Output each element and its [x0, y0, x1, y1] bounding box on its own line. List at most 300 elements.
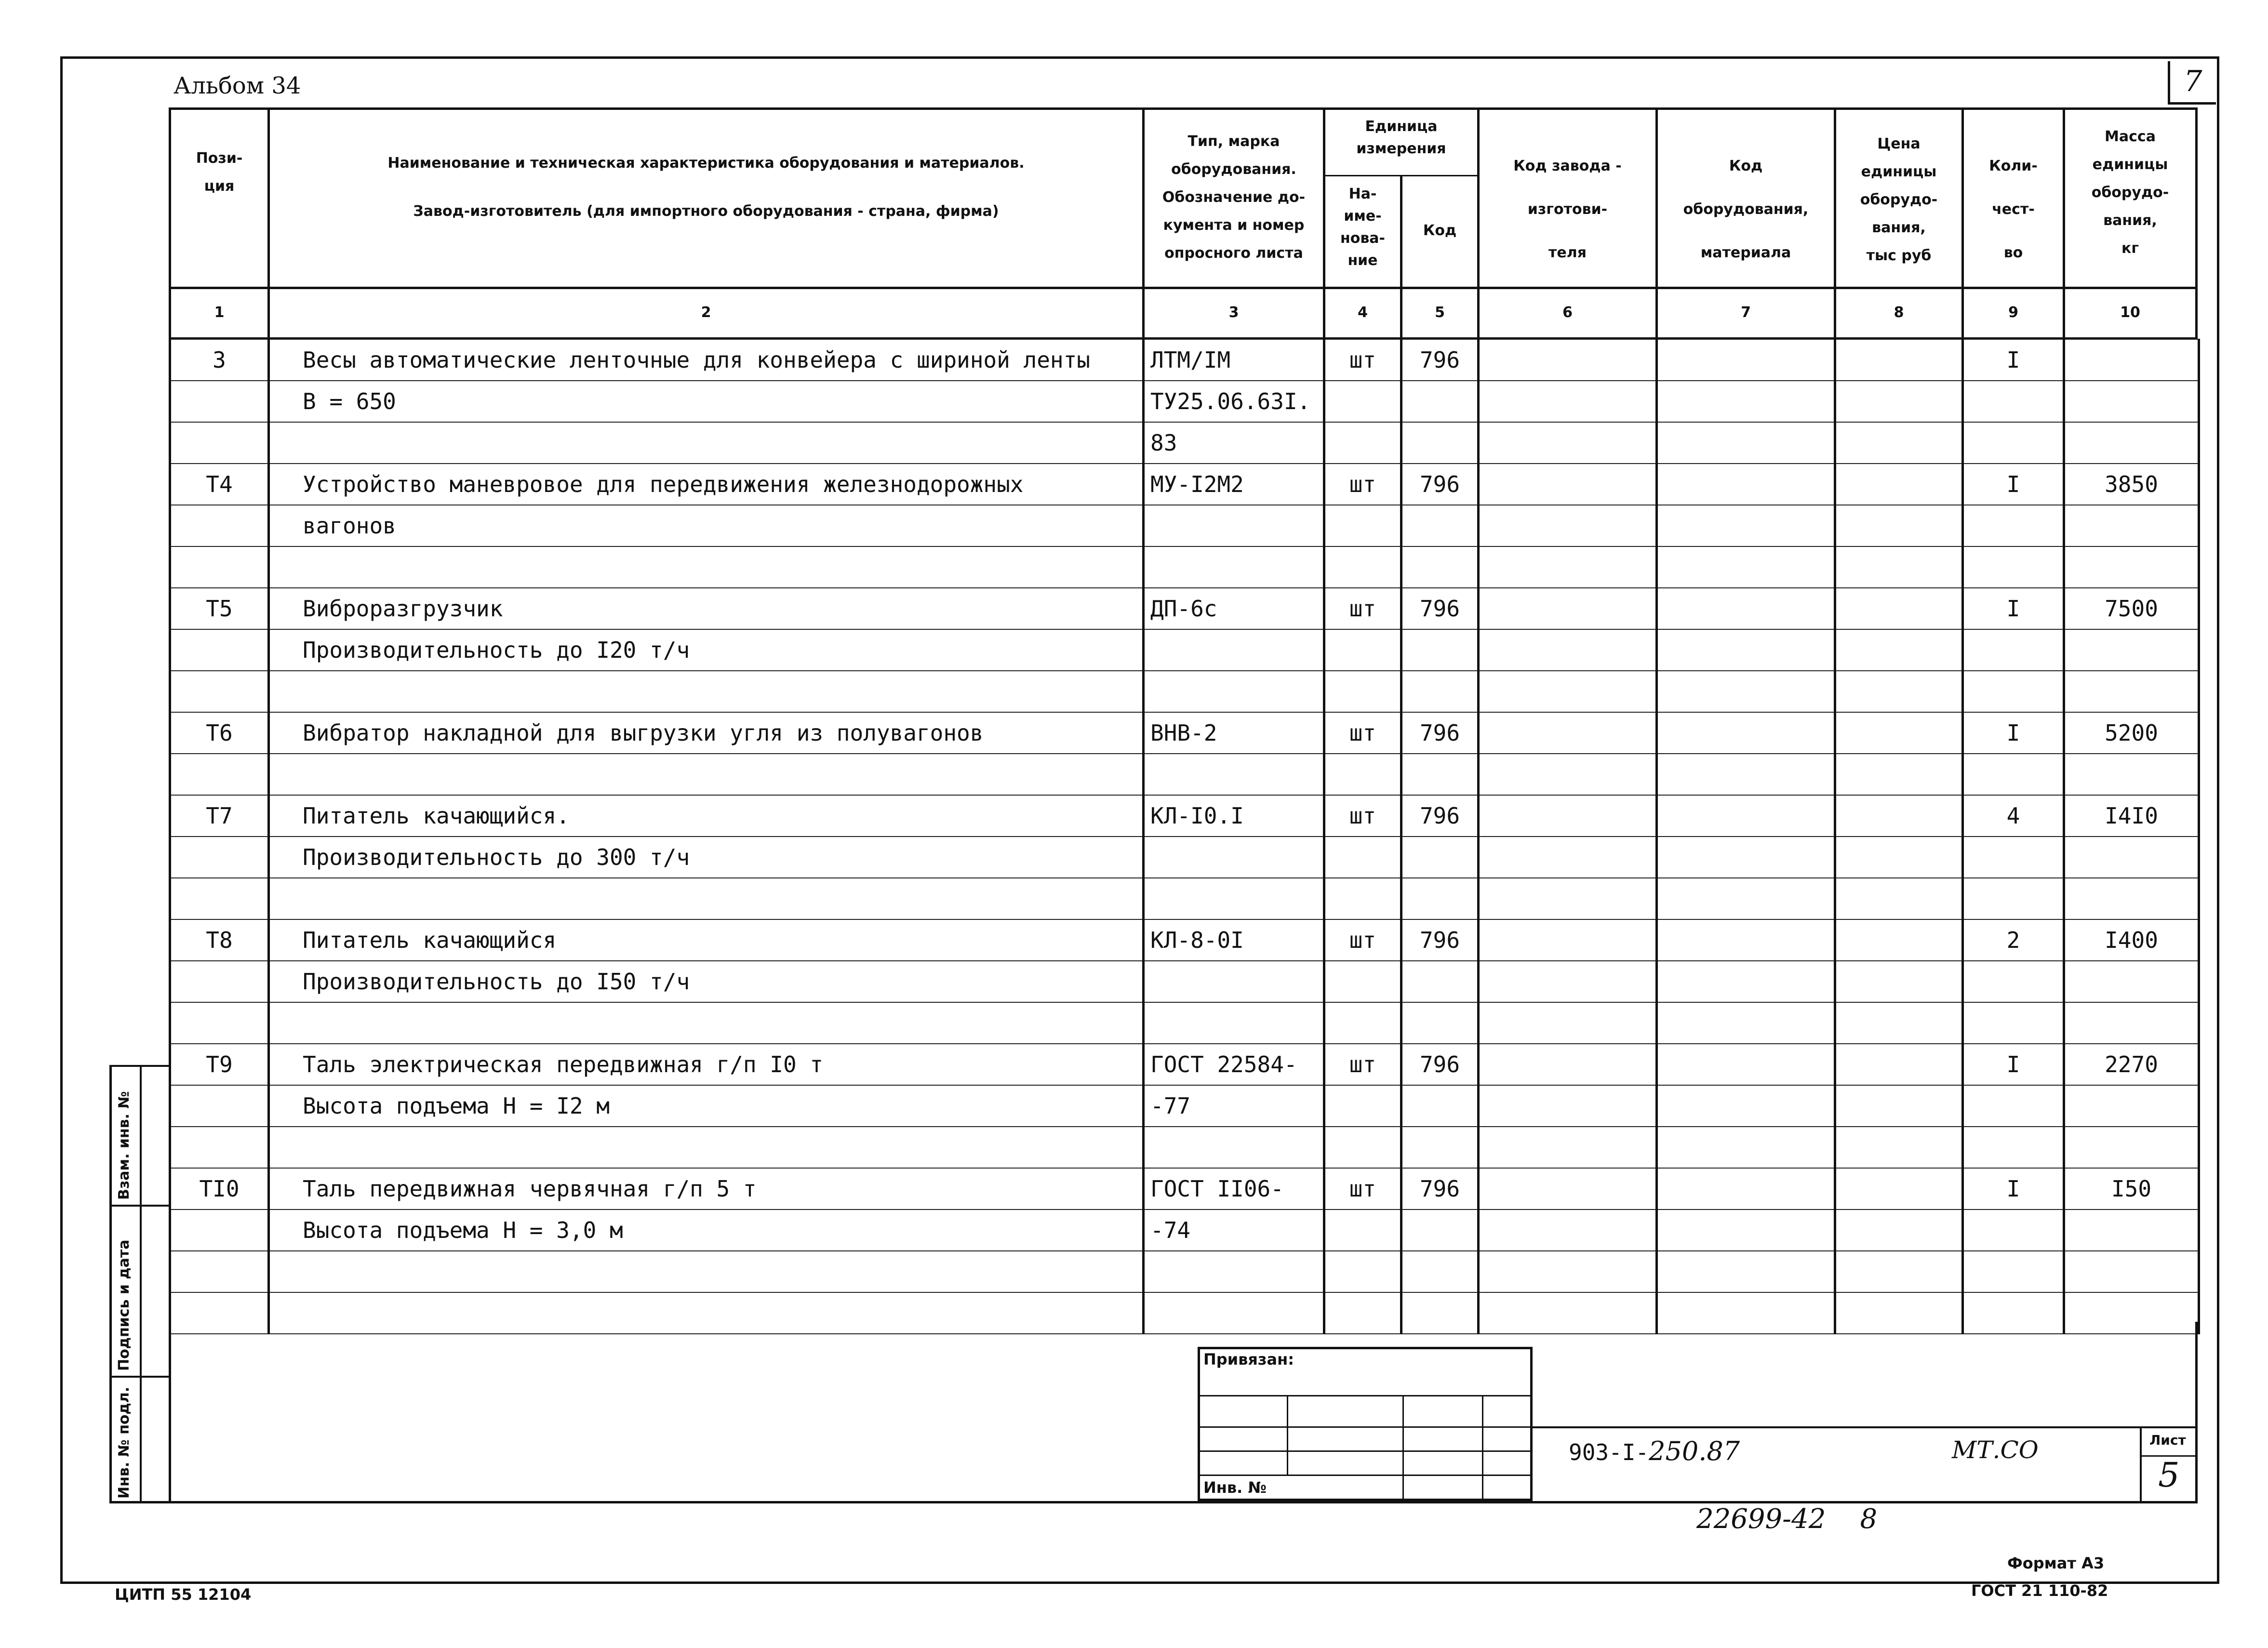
- cell-type: [1144, 671, 1324, 712]
- cell-empty: [1479, 381, 1657, 422]
- colnum-7: 7: [1741, 304, 1751, 321]
- cell-empty: [1657, 1292, 1835, 1334]
- cell-empty: [1479, 505, 1657, 546]
- cell-empty: [1657, 1127, 1835, 1168]
- table-row: [170, 671, 2199, 712]
- cell-type: ГОСТ II06-: [1144, 1168, 1324, 1209]
- side-label-inv-original: Инв. № подл.: [116, 1386, 133, 1499]
- cell-code: 796: [1401, 339, 1479, 381]
- cell-code: [1401, 1292, 1479, 1334]
- cell-name: [269, 878, 1144, 919]
- handwritten-number: 22699-42 8: [1696, 1503, 1878, 1535]
- cell-mass: I400: [2064, 919, 2199, 961]
- cell-empty: [1835, 1292, 1963, 1334]
- colnum-1: 1: [214, 304, 225, 321]
- cell-mass: [2064, 629, 2199, 671]
- header-quantity: Коли- чест- во: [1989, 158, 2038, 261]
- cell-empty: [1657, 588, 1835, 629]
- doc-suffix: МТ.СО: [1952, 1436, 2039, 1464]
- cell-empty: [1835, 754, 1963, 795]
- cell-empty: [1479, 1127, 1657, 1168]
- cell-empty: [1835, 795, 1963, 837]
- cell-qty: [1963, 381, 2064, 422]
- left-strip-border: [169, 1322, 171, 1503]
- cell-empty: [1835, 1085, 1963, 1127]
- cell-mass: [2064, 1209, 2199, 1251]
- cell-mass: [2064, 1085, 2199, 1127]
- colnum-6: 6: [1562, 304, 1573, 321]
- cell-empty: [1479, 1002, 1657, 1044]
- table-row: [170, 712, 2199, 754]
- cell-empty: [1479, 422, 1657, 464]
- cell-pos: Т9: [170, 1044, 269, 1085]
- cell-name: [269, 422, 1144, 464]
- cell-pos: [170, 878, 269, 919]
- privyazan-label: Привязан:: [1203, 1350, 1294, 1369]
- cell-empty: [1835, 1002, 1963, 1044]
- page-number: 7: [2168, 61, 2216, 105]
- cell-name: Таль передвижная червячная г/п 5 т: [269, 1168, 1144, 1209]
- cell-code: [1401, 1085, 1479, 1127]
- cell-code: [1401, 961, 1479, 1002]
- cell-empty: [1479, 546, 1657, 588]
- cell-mass: [2064, 546, 2199, 588]
- table-row: [170, 878, 2199, 919]
- cell-mass: [2064, 1127, 2199, 1168]
- cell-empty: [1835, 712, 1963, 754]
- cell-pos: [170, 1209, 269, 1251]
- cell-qty: I: [1963, 588, 2064, 629]
- cell-name: Питатель качающийся.: [269, 795, 1144, 837]
- table-row: [170, 919, 2199, 961]
- cell-unit: шт: [1324, 1044, 1401, 1085]
- cell-empty: [1835, 837, 1963, 878]
- header-name-line2: Завод-изготовитель (для импортного оборудования - страна, фирма): [413, 203, 999, 220]
- cell-name: В = 650: [269, 381, 1144, 422]
- cell-code: 796: [1401, 795, 1479, 837]
- cell-type: [1144, 754, 1324, 795]
- cell-empty: [1657, 339, 1835, 381]
- cell-unit: [1324, 1251, 1401, 1292]
- table-row: [170, 1127, 2199, 1168]
- cell-empty: [1657, 878, 1835, 919]
- cell-empty: [1479, 1209, 1657, 1251]
- table-row: [170, 754, 2199, 795]
- cell-qty: [1963, 671, 2064, 712]
- cell-pos: [170, 961, 269, 1002]
- cell-qty: [1963, 1251, 2064, 1292]
- cell-empty: [1479, 464, 1657, 505]
- cell-name: Производительность до I20 т/ч: [269, 629, 1144, 671]
- table-row: [170, 381, 2199, 422]
- cell-unit: шт: [1324, 588, 1401, 629]
- cell-code: 796: [1401, 464, 1479, 505]
- cell-mass: 2270: [2064, 1044, 2199, 1085]
- cell-name: Питатель качающийся: [269, 919, 1144, 961]
- cell-type: [1144, 546, 1324, 588]
- cetp-label: ЦИТП 55 12104: [115, 1585, 252, 1604]
- cell-empty: [1479, 837, 1657, 878]
- cell-code: 796: [1401, 588, 1479, 629]
- cell-unit: шт: [1324, 795, 1401, 837]
- cell-type: ТУ25.06.63I.: [1144, 381, 1324, 422]
- cell-type: [1144, 1127, 1324, 1168]
- cell-mass: [2064, 754, 2199, 795]
- cell-empty: [1657, 1002, 1835, 1044]
- cell-name: Весы автоматические ленточные для конвейера с шириной ленты: [269, 339, 1144, 381]
- cell-code: [1401, 546, 1479, 588]
- cell-unit: шт: [1324, 712, 1401, 754]
- gost-label: ГОСТ 21 110-82: [1971, 1582, 2108, 1600]
- cell-unit: шт: [1324, 464, 1401, 505]
- cell-code: [1401, 505, 1479, 546]
- cell-unit: [1324, 546, 1401, 588]
- cell-qty: [1963, 505, 2064, 546]
- cell-name: Устройство маневровое для передвижения железнодорожных: [269, 464, 1144, 505]
- cell-empty: [1657, 754, 1835, 795]
- table-row: [170, 1002, 2199, 1044]
- cell-name: вагонов: [269, 505, 1144, 546]
- header-equipment-code: Код оборудования, материала: [1683, 158, 1809, 261]
- cell-qty: [1963, 1292, 2064, 1334]
- cell-empty: [1657, 919, 1835, 961]
- cell-mass: I4I0: [2064, 795, 2199, 837]
- cell-pos: [170, 1292, 269, 1334]
- cell-mass: [2064, 671, 2199, 712]
- cell-empty: [1657, 712, 1835, 754]
- cell-code: [1401, 837, 1479, 878]
- cell-pos: Т7: [170, 795, 269, 837]
- cell-unit: [1324, 1002, 1401, 1044]
- cell-empty: [1479, 339, 1657, 381]
- colnum-2: 2: [701, 304, 711, 321]
- cell-pos: ТI0: [170, 1168, 269, 1209]
- cell-mass: 5200: [2064, 712, 2199, 754]
- header-type: Тип, марка оборудования. Обозначение до- кумента и номер опросного листа: [1162, 133, 1306, 262]
- cell-name: Вибратор накладной для выгрузки угля из полувагонов: [269, 712, 1144, 754]
- cell-mass: [2064, 381, 2199, 422]
- cell-unit: [1324, 422, 1401, 464]
- cell-mass: [2064, 878, 2199, 919]
- cell-name: [269, 754, 1144, 795]
- cell-qty: [1963, 422, 2064, 464]
- cell-code: [1401, 878, 1479, 919]
- colnum-4: 4: [1358, 304, 1368, 321]
- cell-empty: [1657, 837, 1835, 878]
- header-unit-code: Код: [1423, 222, 1457, 239]
- table-row: [170, 629, 2199, 671]
- cell-unit: [1324, 671, 1401, 712]
- header-unit: Единица измерения: [1356, 118, 1446, 157]
- cell-empty: [1835, 671, 1963, 712]
- cell-qty: [1963, 878, 2064, 919]
- cell-pos: Т4: [170, 464, 269, 505]
- cell-type: МУ-I2М2: [1144, 464, 1324, 505]
- cell-type: -74: [1144, 1209, 1324, 1251]
- colnum-9: 9: [2008, 304, 2018, 321]
- cell-name: [269, 546, 1144, 588]
- cell-qty: [1963, 546, 2064, 588]
- doc-code-handwritten: 250.87: [1649, 1436, 1740, 1466]
- cell-empty: [1657, 1168, 1835, 1209]
- table-row: [170, 339, 2199, 381]
- cell-empty: [1835, 546, 1963, 588]
- list-label: Лист: [2149, 1432, 2186, 1448]
- cell-qty: [1963, 1085, 2064, 1127]
- cell-qty: [1963, 837, 2064, 878]
- cell-type: ГОСТ 22584-: [1144, 1044, 1324, 1085]
- cell-empty: [1835, 919, 1963, 961]
- list-value: 5: [2158, 1455, 2180, 1495]
- cell-empty: [1835, 1251, 1963, 1292]
- cell-code: [1401, 1127, 1479, 1168]
- album-label: Альбом 34: [173, 72, 301, 99]
- cell-empty: [1657, 381, 1835, 422]
- table-row: [170, 1168, 2199, 1209]
- cell-pos: [170, 1251, 269, 1292]
- colnum-5: 5: [1435, 304, 1445, 321]
- cell-empty: [1479, 712, 1657, 754]
- cell-empty: [1657, 1209, 1835, 1251]
- cell-pos: [170, 1002, 269, 1044]
- table-row: [170, 1292, 2199, 1334]
- cell-name: Высота подъема Н = 3,0 м: [269, 1209, 1144, 1251]
- header-price: Цена единицы оборудо- вания, тыс руб: [1860, 135, 1938, 264]
- cell-pos: 3: [170, 339, 269, 381]
- cell-empty: [1479, 1085, 1657, 1127]
- cell-pos: [170, 505, 269, 546]
- cell-unit: [1324, 629, 1401, 671]
- header-position: Пози- ция: [196, 150, 243, 195]
- cell-qty: I: [1963, 1044, 2064, 1085]
- cell-name: Высота подъема Н = I2 м: [269, 1085, 1144, 1127]
- cell-pos: [170, 671, 269, 712]
- main-bottom-border: [112, 1501, 2198, 1503]
- cell-empty: [1835, 422, 1963, 464]
- cell-empty: [1835, 1044, 1963, 1085]
- cell-empty: [1835, 629, 1963, 671]
- cell-empty: [1835, 588, 1963, 629]
- header-name-line1: Наименование и техническая характеристика оборудования и материалов.: [387, 155, 1025, 172]
- cell-mass: 3850: [2064, 464, 2199, 505]
- cell-empty: [1835, 878, 1963, 919]
- inv-no-label: Инв. №: [1203, 1478, 1267, 1497]
- cell-unit: шт: [1324, 919, 1401, 961]
- cell-type: [1144, 878, 1324, 919]
- table-row: [170, 1085, 2199, 1127]
- cell-unit: [1324, 878, 1401, 919]
- cell-name: Таль электрическая передвижная г/п I0 т: [269, 1044, 1144, 1085]
- doc-code-prefix: 903-I-: [1569, 1439, 1649, 1465]
- cell-name: [269, 1292, 1144, 1334]
- cell-name: Производительность до I50 т/ч: [269, 961, 1144, 1002]
- cell-qty: [1963, 1209, 2064, 1251]
- cell-type: КЛ-8-0I: [1144, 919, 1324, 961]
- cell-pos: [170, 422, 269, 464]
- cell-empty: [1479, 588, 1657, 629]
- cell-empty: [1479, 795, 1657, 837]
- table-row: [170, 1044, 2199, 1085]
- table-row: [170, 546, 2199, 588]
- cell-unit: [1324, 505, 1401, 546]
- cell-pos: [170, 754, 269, 795]
- cell-pos: Т5: [170, 588, 269, 629]
- cell-name: [269, 1251, 1144, 1292]
- cell-unit: шт: [1324, 339, 1401, 381]
- cell-pos: [170, 629, 269, 671]
- cell-qty: 2: [1963, 919, 2064, 961]
- cell-type: [1144, 961, 1324, 1002]
- cell-empty: [1657, 505, 1835, 546]
- cell-empty: [1657, 1085, 1835, 1127]
- colnum-3: 3: [1228, 304, 1239, 321]
- cell-type: КЛ-I0.I: [1144, 795, 1324, 837]
- cell-empty: [1657, 795, 1835, 837]
- cell-empty: [1479, 754, 1657, 795]
- cell-type: [1144, 629, 1324, 671]
- cell-type: [1144, 1292, 1324, 1334]
- cell-name: [269, 1127, 1144, 1168]
- cell-empty: [1657, 464, 1835, 505]
- cell-unit: шт: [1324, 1168, 1401, 1209]
- cell-empty: [1479, 671, 1657, 712]
- colnum-8: 8: [1894, 304, 1904, 321]
- cell-code: [1401, 629, 1479, 671]
- cell-pos: [170, 381, 269, 422]
- table-row: [170, 837, 2199, 878]
- cell-empty: [1835, 464, 1963, 505]
- table-row: [170, 464, 2199, 505]
- cell-empty: [1657, 546, 1835, 588]
- cell-mass: [2064, 1292, 2199, 1334]
- cell-qty: [1963, 629, 2064, 671]
- cell-mass: [2064, 1002, 2199, 1044]
- cell-empty: [1835, 961, 1963, 1002]
- cell-type: [1144, 837, 1324, 878]
- cell-type: ДП-6с: [1144, 588, 1324, 629]
- header-factory-code: Код завода - изготови- теля: [1513, 158, 1622, 261]
- cell-name: [269, 671, 1144, 712]
- cell-code: [1401, 1251, 1479, 1292]
- cell-qty: [1963, 1127, 2064, 1168]
- cell-code: 796: [1401, 1168, 1479, 1209]
- cell-pos: Т6: [170, 712, 269, 754]
- cell-pos: [170, 1085, 269, 1127]
- cell-code: [1401, 1002, 1479, 1044]
- cell-code: [1401, 381, 1479, 422]
- cell-mass: [2064, 837, 2199, 878]
- cell-name: Производительность до 300 т/ч: [269, 837, 1144, 878]
- table-row: [170, 588, 2199, 629]
- cell-name: [269, 1002, 1144, 1044]
- side-label-replace-inv: Взам. инв. №: [116, 1091, 133, 1200]
- cell-empty: [1657, 671, 1835, 712]
- table-row: [170, 422, 2199, 464]
- table-row: [170, 795, 2199, 837]
- format-label: Формат А3: [2007, 1554, 2105, 1572]
- cell-code: [1401, 754, 1479, 795]
- cell-qty: [1963, 961, 2064, 1002]
- cell-code: 796: [1401, 919, 1479, 961]
- cell-empty: [1835, 1209, 1963, 1251]
- cell-mass: [2064, 1251, 2199, 1292]
- cell-empty: [1479, 1292, 1657, 1334]
- cell-type: 83: [1144, 422, 1324, 464]
- cell-mass: I50: [2064, 1168, 2199, 1209]
- cell-qty: 4: [1963, 795, 2064, 837]
- table-row: [170, 1209, 2199, 1251]
- cell-pos: [170, 837, 269, 878]
- cell-code: [1401, 422, 1479, 464]
- cell-empty: [1657, 629, 1835, 671]
- cell-mass: [2064, 961, 2199, 1002]
- colnum-10: 10: [2120, 304, 2140, 321]
- cell-pos: [170, 1127, 269, 1168]
- table-row: [170, 505, 2199, 546]
- header-unit-name: На- име- нова- ние: [1340, 186, 1386, 269]
- cell-unit: [1324, 961, 1401, 1002]
- cell-mass: [2064, 505, 2199, 546]
- cell-pos: [170, 546, 269, 588]
- cell-type: -77: [1144, 1085, 1324, 1127]
- side-label-signature-date: Подпись и дата: [116, 1239, 133, 1371]
- cell-type: [1144, 1251, 1324, 1292]
- cell-empty: [1479, 878, 1657, 919]
- cell-unit: [1324, 837, 1401, 878]
- cell-mass: [2064, 339, 2199, 381]
- cell-type: [1144, 505, 1324, 546]
- cell-unit: [1324, 1085, 1401, 1127]
- header-mass: Масса единицы оборудо- вания, кг: [2091, 128, 2169, 257]
- cell-code: 796: [1401, 1044, 1479, 1085]
- cell-empty: [1835, 1127, 1963, 1168]
- cell-empty: [1835, 1168, 1963, 1209]
- cell-empty: [1479, 1044, 1657, 1085]
- equipment-table: [169, 339, 2200, 1334]
- cell-empty: [1479, 961, 1657, 1002]
- cell-empty: [1835, 381, 1963, 422]
- cell-qty: [1963, 1002, 2064, 1044]
- cell-empty: [1835, 505, 1963, 546]
- cell-mass: 7500: [2064, 588, 2199, 629]
- cell-empty: [1479, 629, 1657, 671]
- document-code: [1569, 1436, 1740, 1466]
- cell-type: ЛТМ/IМ: [1144, 339, 1324, 381]
- cell-code: [1401, 671, 1479, 712]
- cell-empty: [1657, 1251, 1835, 1292]
- cell-code: 796: [1401, 712, 1479, 754]
- cell-unit: [1324, 381, 1401, 422]
- cell-mass: [2064, 422, 2199, 464]
- cell-empty: [1657, 422, 1835, 464]
- cell-unit: [1324, 1292, 1401, 1334]
- cell-qty: I: [1963, 464, 2064, 505]
- cell-empty: [1657, 961, 1835, 1002]
- cell-type: [1144, 1002, 1324, 1044]
- cell-qty: I: [1963, 712, 2064, 754]
- table-row: [170, 1251, 2199, 1292]
- cell-code: [1401, 1209, 1479, 1251]
- cell-empty: [1657, 1044, 1835, 1085]
- cell-empty: [1479, 919, 1657, 961]
- cell-pos: Т8: [170, 919, 269, 961]
- cell-empty: [1479, 1251, 1657, 1292]
- cell-empty: [1835, 339, 1963, 381]
- cell-empty: [1479, 1168, 1657, 1209]
- cell-qty: [1963, 754, 2064, 795]
- cell-qty: I: [1963, 1168, 2064, 1209]
- cell-unit: [1324, 754, 1401, 795]
